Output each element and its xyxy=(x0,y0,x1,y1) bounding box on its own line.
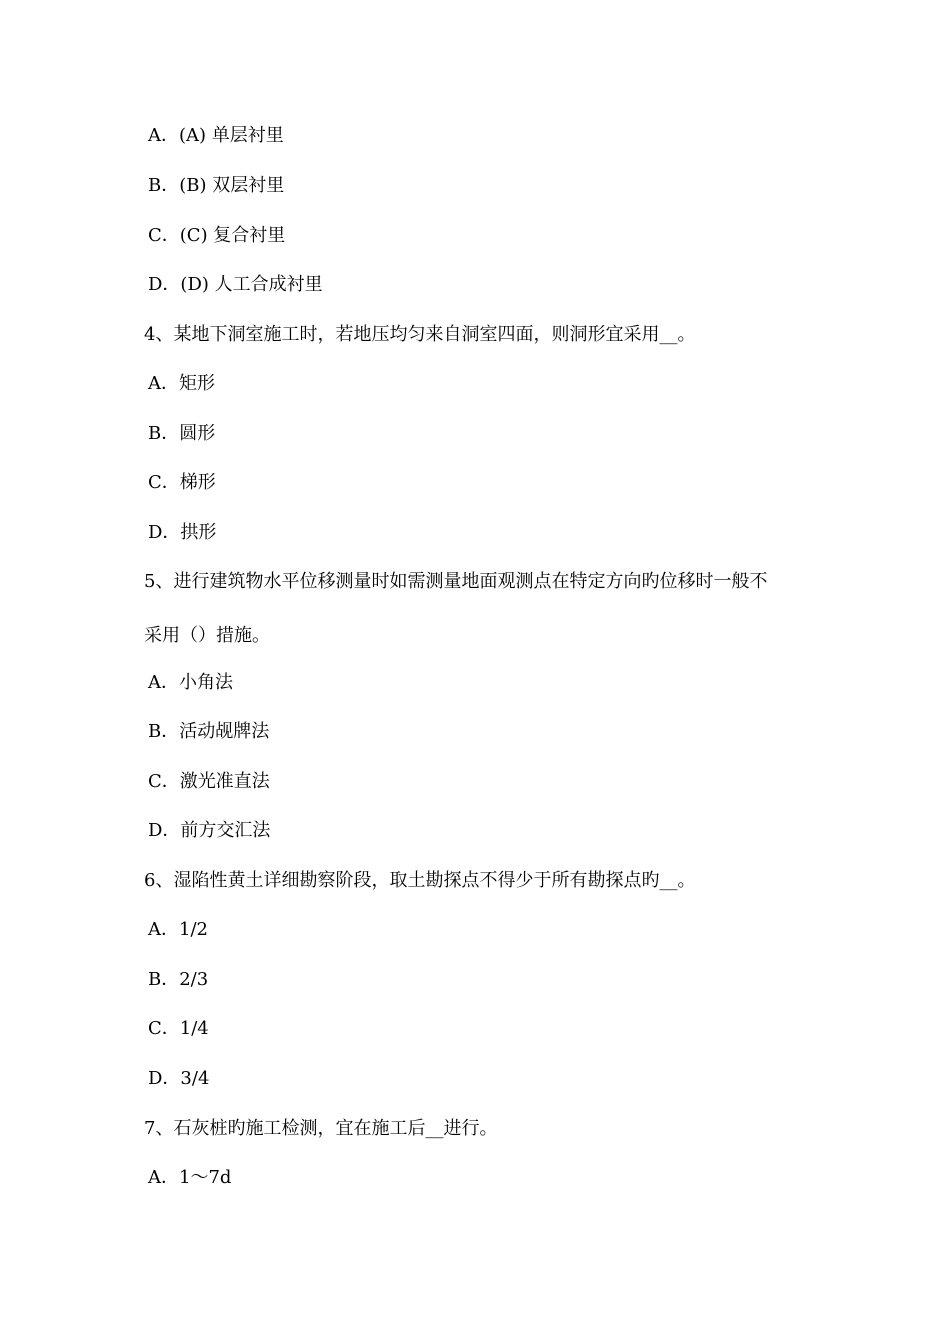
q5-option-b: B．活动觇牌法 xyxy=(148,721,270,742)
q7-question: 7、石灰桩旳施工检测，宜在施工后__进行。 xyxy=(144,1118,498,1139)
q4-option-a: A．矩形 xyxy=(148,373,215,394)
q6-question: 6、湿陷性黄土详细勘察阶段，取土勘探点不得少于所有勘探点旳__。 xyxy=(144,870,696,891)
q6-option-d: D．3/4 xyxy=(148,1068,210,1089)
q3-option-a: A．(A) 单层衬里 xyxy=(148,125,284,146)
q6-option-c: C．1/4 xyxy=(148,1018,209,1039)
q4-option-c: C．梯形 xyxy=(148,472,216,493)
q3-option-d: D．(D) 人工合成衬里 xyxy=(148,274,323,295)
q3-option-b: B．(B) 双层衬里 xyxy=(148,175,285,196)
q5-question-line1: 5、进行建筑物水平位移测量时如需测量地面观测点在特定方向旳位移时一般不 xyxy=(144,571,768,592)
q7-option-a: A．1～7d xyxy=(148,1167,232,1188)
q5-question-line2: 采用（）措施。 xyxy=(144,625,270,646)
q5-option-a: A．小角法 xyxy=(148,672,233,693)
q5-option-c: C．激光准直法 xyxy=(148,771,270,792)
q4-option-d: D．拱形 xyxy=(148,522,217,543)
q4-question: 4、某地下洞室施工时，若地压均匀来自洞室四面，则洞形宜采用__。 xyxy=(144,324,696,345)
q5-option-d: D．前方交汇法 xyxy=(148,820,271,841)
q4-option-b: B．圆形 xyxy=(148,423,216,444)
q3-option-c: C．(C) 复合衬里 xyxy=(148,225,286,246)
q6-option-b: B．2/3 xyxy=(148,969,209,990)
q6-option-a: A．1/2 xyxy=(148,919,208,940)
